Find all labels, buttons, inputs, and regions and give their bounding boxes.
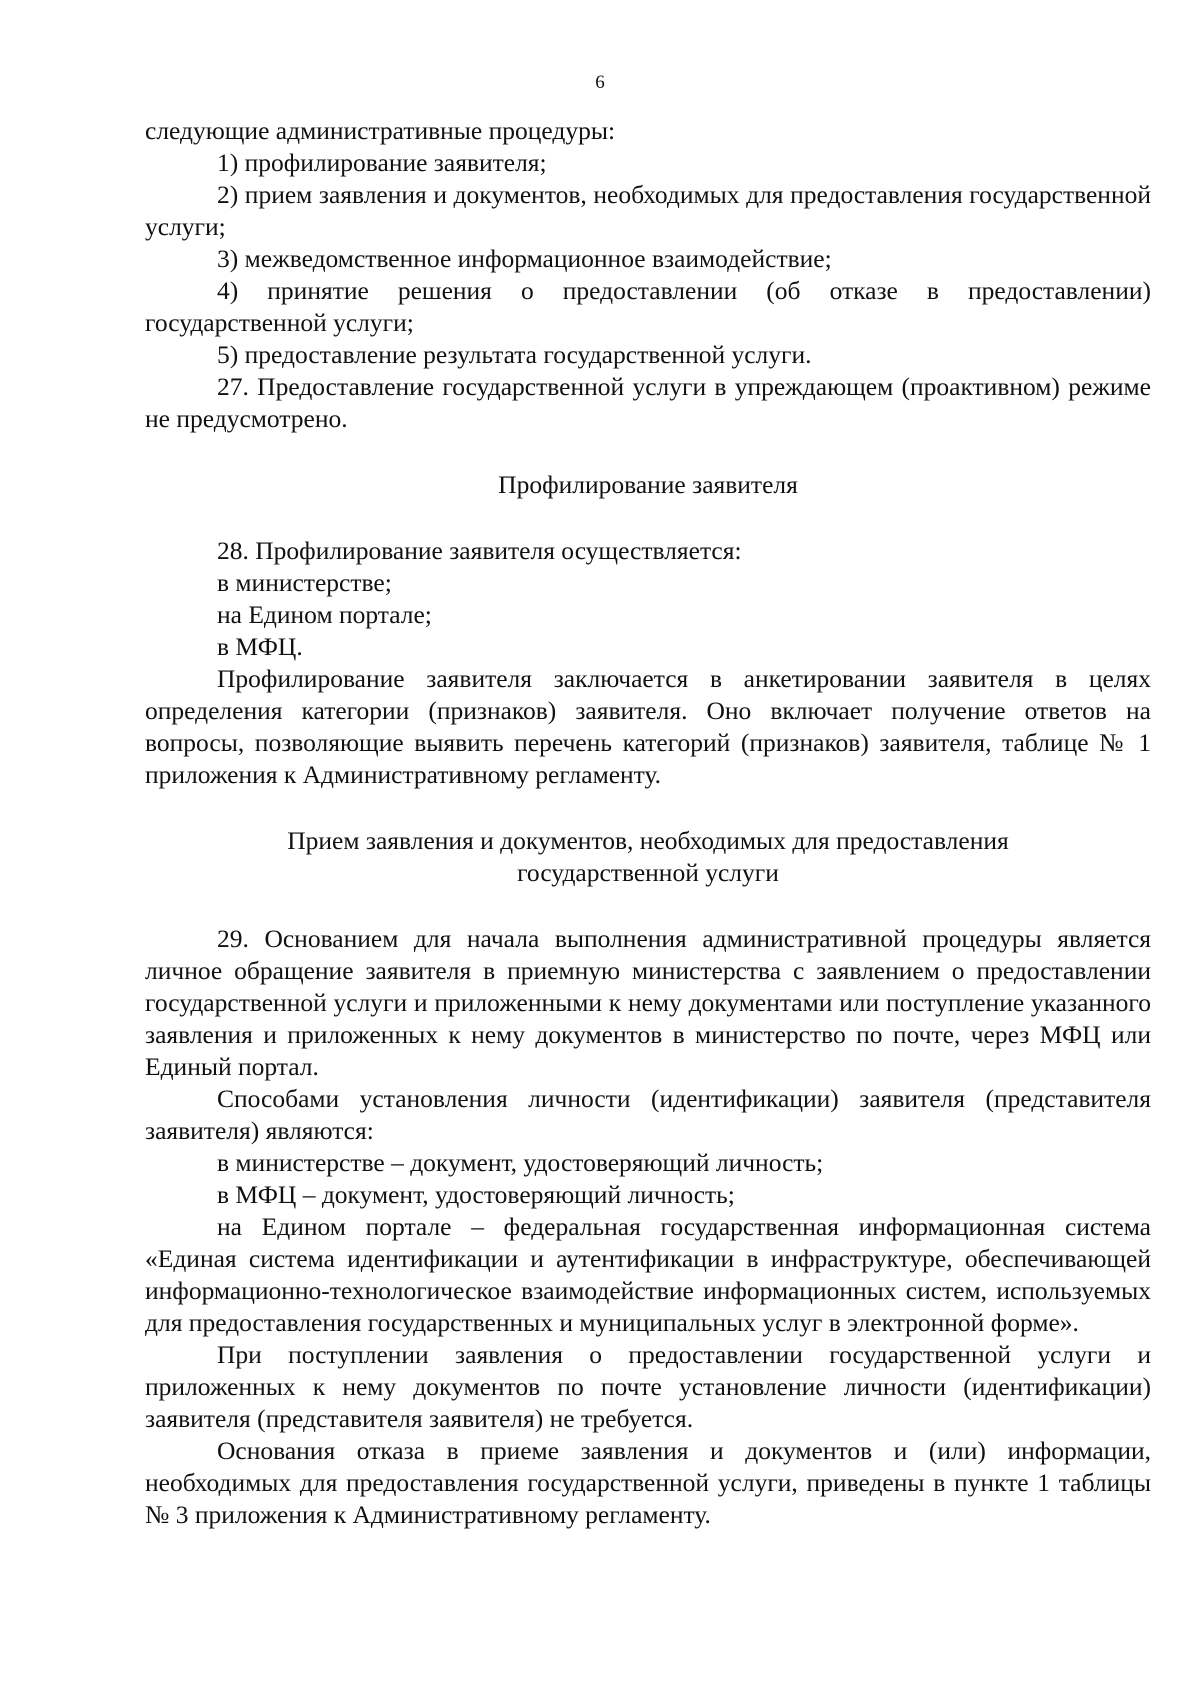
list-item-5: 5) предоставление результата государственной услуги. xyxy=(217,340,812,369)
paragraph-identification-methods: Способами установления личности (идентификации) заявителя (представителя заявителя) являются: xyxy=(145,1084,1151,1145)
paragraph-29: 29. Основанием для начала выполнения административной процедуры является личное обращение заявителя в приемную министерства с заявлением о предоставлении государственной услуги и приложенными к нему документами или поступление указанного заявления и приложенных к нему документов в министерство по почте, через МФЦ или Единый портал. xyxy=(145,924,1151,1081)
section-heading-line-1: Прием заявления и документов, необходимых для предоставления xyxy=(287,826,1009,855)
paragraph-27: 27. Предоставление государственной услуги в упреждающем (проактивном) режиме не предусмотрено. xyxy=(145,372,1151,433)
list-item-4: 4) принятие решения о предоставлении (об отказе в предоставлении) государственной услуги; xyxy=(145,276,1151,337)
list-item-1: 1) профилирование заявителя; xyxy=(217,148,547,177)
section-heading-line-2: государственной услуги xyxy=(517,858,779,887)
paragraph-intro: следующие административные процедуры: xyxy=(145,116,616,145)
list-item-ministry-document: в министерстве – документ, удостоверяющий личность; xyxy=(217,1148,824,1177)
list-item-portal-esia: на Едином портале – федеральная государственная информационная система «Единая система идентификации и аутентификации в инфраструктуре, обеспечивающей информационно-технологическое взаимодействие информационных систем, используемых для предоставления государственных и муниципальных услуг в электронной форме». xyxy=(145,1212,1151,1337)
paragraph-profiling-description: Профилирование заявителя заключается в анкетировании заявителя в целях определения категории (признаков) заявителя. Оно включает получение ответов на вопросы, позволяющие выявить перечень категорий (признаков) заявителя, таблице № 1 приложения к Административному регламенту. xyxy=(145,664,1151,789)
paragraph-refusal-grounds: Основания отказа в приеме заявления и документов и (или) информации, необходимых для предоставления государственной услуги, приведены в пункте 1 таблицы № 3 приложения к Административному регламенту. xyxy=(145,1436,1151,1529)
paragraph-postal-submission: При поступлении заявления о предоставлении государственной услуги и приложенных к нему документов по почте установление личности (идентификации) заявителя (представителя заявителя) не требуется. xyxy=(145,1340,1151,1433)
list-item-ministry: в министерстве; xyxy=(217,568,392,597)
section-heading-application xyxy=(145,825,1151,889)
list-item-portal: на Едином портале; xyxy=(217,600,432,629)
list-item-3: 3) межведомственное информационное взаимодействие; xyxy=(217,244,832,273)
list-item-mfc-document: в МФЦ – документ, удостоверяющий личность; xyxy=(217,1180,735,1209)
page-number: 6 xyxy=(595,72,605,93)
document-body xyxy=(145,115,1151,1531)
list-item-2: 2) прием заявления и документов, необходимых для предоставления государственной услуги; xyxy=(145,180,1151,241)
paragraph-28: 28. Профилирование заявителя осуществляется: xyxy=(217,536,742,565)
list-item-mfc: в МФЦ. xyxy=(217,632,303,661)
section-heading-profiling: Профилирование заявителя xyxy=(498,470,798,499)
